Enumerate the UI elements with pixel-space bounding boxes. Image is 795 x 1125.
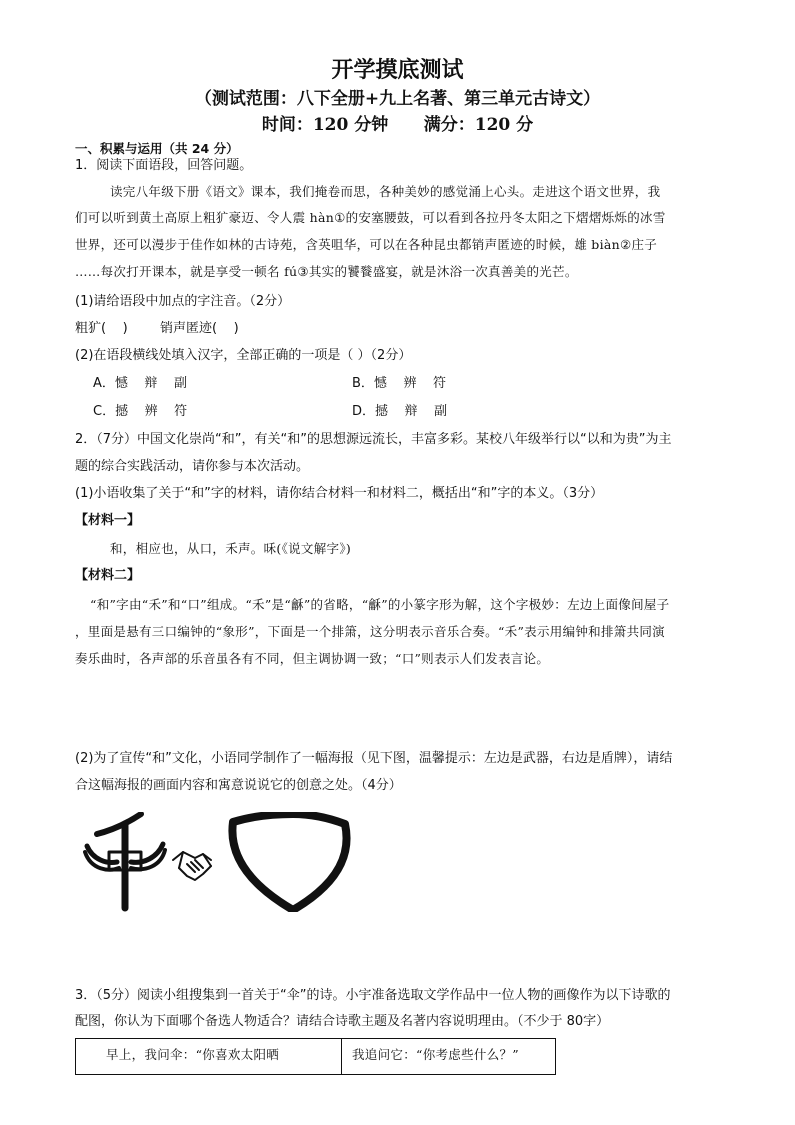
poem-line: 我追问它：“你考虑些什么？” — [352, 1047, 519, 1062]
time-and-score: 时间：120 分钟 满分：120 分 — [261, 115, 534, 135]
material2-line: 奏乐曲时，各声部的乐音虽各有不同，但主调协调一致；“口”则表示人们发表言论。 — [75, 651, 550, 666]
weapon-glyph-icon — [85, 814, 165, 908]
passage-line: 们可以听到黄土高原上粗犷豪迈、令人震 hàn①的安塞腰鼓，可以看到各拉丹冬太阳之下熠熠烁烁的冰雪 — [75, 210, 666, 225]
q3-line: 配图，你认为下面哪个备选人物适合？请结合诗歌主题及名著内容说明理由。（不少于 80字） — [75, 1014, 610, 1029]
q2-part2: (2)为了宣传“和”文化，小语同学制作了一幅海报（见下图，温馨提示：左边是武器，右边是盾牌），请结 — [75, 751, 673, 766]
option-a: A．憾 辩 副 — [93, 376, 187, 391]
q2-part1: (1)小语收集了关于“和”字的材料，请你结合材料一和材料二，概括出“和”字的本义。（3分） — [75, 486, 604, 501]
material2-line: “和”字由“禾”和“口”组成。“禾”是“龢”的省略，“龢”的小篆字形为解，这个字极妙：左边上面像间屋子 — [90, 597, 670, 612]
page-title: 开学摸底测试 — [331, 57, 464, 83]
q2-line: 题的综合实践活动，请你参与本次活动。 — [75, 459, 310, 474]
option-b: B．憾 辨 符 — [352, 376, 446, 391]
q1-blank-1: 粗犷( ) — [75, 321, 128, 336]
shield-icon — [232, 814, 346, 910]
poem-cell — [76, 1039, 342, 1074]
poem-line: 早上，我问伞：“你喜欢太阳晒 — [106, 1047, 280, 1062]
q1-part2: (2)在语段横线处填入汉字，全部正确的一项是（ ）（2分） — [75, 348, 412, 363]
q2-line: 2．（7分）中国文化崇尚“和”，有关“和”的思想源远流长，丰富多彩。某校八年级举行以“以和为贵”为主 — [75, 432, 672, 447]
q3-line: 3．（5分）阅读小组搜集到一首关于“伞”的诗。小宇准备选取文学作品中一位人物的画像作为以下诗歌的 — [75, 988, 671, 1003]
option-c: C．撼 辨 符 — [93, 404, 188, 419]
handshake-icon — [173, 852, 211, 880]
option-d: D．撼 辩 副 — [352, 404, 448, 419]
passage-line: ……每次打开课本，就是享受一顿名 fú③其实的饕餮盛宴，就是沐浴一次真善美的光芒。 — [75, 264, 578, 279]
passage-line: 读完八年级下册《语文》课本，我们掩卷而思，各种美妙的感觉涌上心头。走进这个语文世界，我 — [110, 184, 661, 199]
passage-line: 世界，还可以漫步于佳作如林的古诗苑，含英咀华，可以在各种昆虫都销声匿迹的时候，雄 biàn②庄子 — [75, 237, 658, 252]
poem-cell — [342, 1039, 556, 1074]
poem-table — [75, 1038, 556, 1075]
section-heading: 一、积累与运用（共 24 分） — [75, 141, 239, 156]
material2-label: 【材料二】 — [75, 568, 141, 583]
q1-intro: 1．阅读下面语段，回答问题。 — [75, 158, 253, 173]
test-scope: （测试范围：八下全册+九上名著、第三单元古诗文） — [194, 89, 601, 109]
material1-label: 【材料一】 — [75, 513, 141, 528]
material1-text: 和，相应也，从口，禾声。咊(《说文解字》) — [110, 541, 352, 556]
q2-part2: 合这幅海报的画面内容和寓意说说它的创意之处。（4分） — [75, 778, 402, 793]
material2-line: ，里面是悬有三口编钟的“象形”，下面是一个排箫，这分明表示音乐合奏。“禾”表示用编钟和排箫共同演 — [75, 624, 665, 639]
q1-blank-2: 销声匿迹( ) — [160, 321, 239, 336]
q1-part1: (1)请给语段中加点的字注音。（2分） — [75, 294, 291, 309]
poster-image — [83, 812, 358, 912]
